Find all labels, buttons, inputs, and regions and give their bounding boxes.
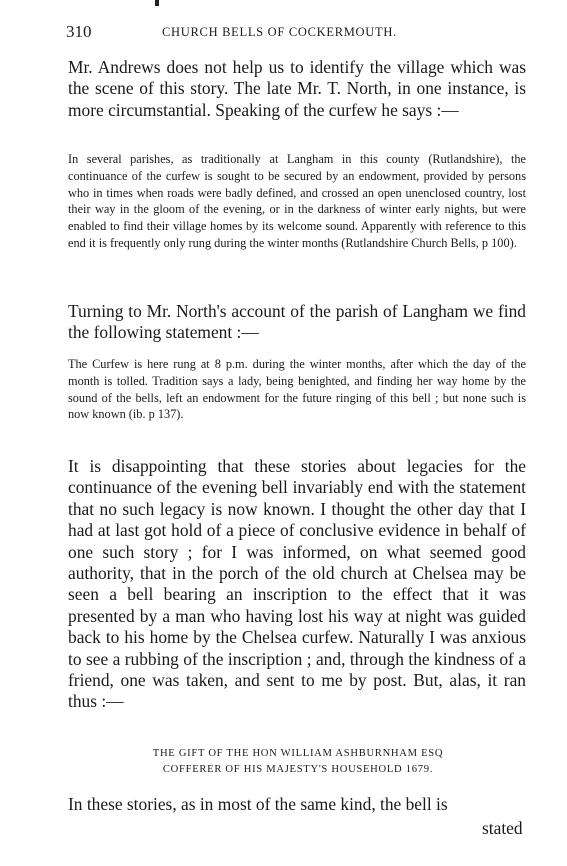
paragraph-2: Turning to Mr. North's account of the parish of Langham we find the following statement :— [68,301,526,343]
running-title: CHURCH BELLS OF COCKERMOUTH. [162,25,397,39]
paragraph-1: Mr. Andrews does not help us to identify the village which was the scene of this story. The late Mr. T. North, in one instance, is more circumstantial. Speaking of the curfew he says :— [68,57,526,120]
page-header [66,22,446,44]
inscription-line-2: COFFERER OF HIS MAJESTY'S HOUSEHOLD 1679. [162,764,434,775]
page-number: 310 [66,22,92,41]
paragraph-4: In these stories, as in most of the same kind, the bell is [68,794,448,814]
page-mark [155,0,159,6]
inscription-line-1: THE GIFT OF THE HON WILLIAM ASHBURNHAM ESQ [152,748,444,759]
paragraph-3: It is disappointing that these stories about legacies for the continuance of the evening bell invariably end with the statement that no such legacy is now known. I thought the other day that I had at last got hold of a piece of conclusive evidence in behalf of one such story ; for I was informed, on what seemed good authority, that in the porch of the old church at Chelsea may be seen a bell bearing an inscription to the effect that it was presented by a man who having lost his way at night was guided back to his home by the Chelsea curfew. Naturally I was anxious to see a rubbing of the inscription ; and, through the kindness of a friend, one was taken, and sent to me by post. But, alas, it ran thus :— [68,456,526,712]
bell-inscription [70,746,526,778]
block-quote-2: The Curfew is here rung at 8 p.m. during the winter months, after which the day of the month is tolled. Tradition says a lady, being benighted, and finding her way home by the sound of the bells, left an endowment for the future ringing of this bell ; but none such is now known (ib. p 137). [68,357,526,422]
catchword: stated [482,818,523,838]
block-quote-1: In several parishes, as traditionally at Langham in this county (Rutlandshire), the continuance of the curfew is sought to be secured by an endowment, provided by persons who in times when roads were badly defined, and crossed an open unenclosed country, lost their way in the gloom of the evening, or in the darkness of winter early nights, but were enabled to find their village homes by its welcome sound. Apparently with reference to this end it is frequently only rung during the winter months (Rutlandshire Church Bells, p 100). [68,152,526,250]
